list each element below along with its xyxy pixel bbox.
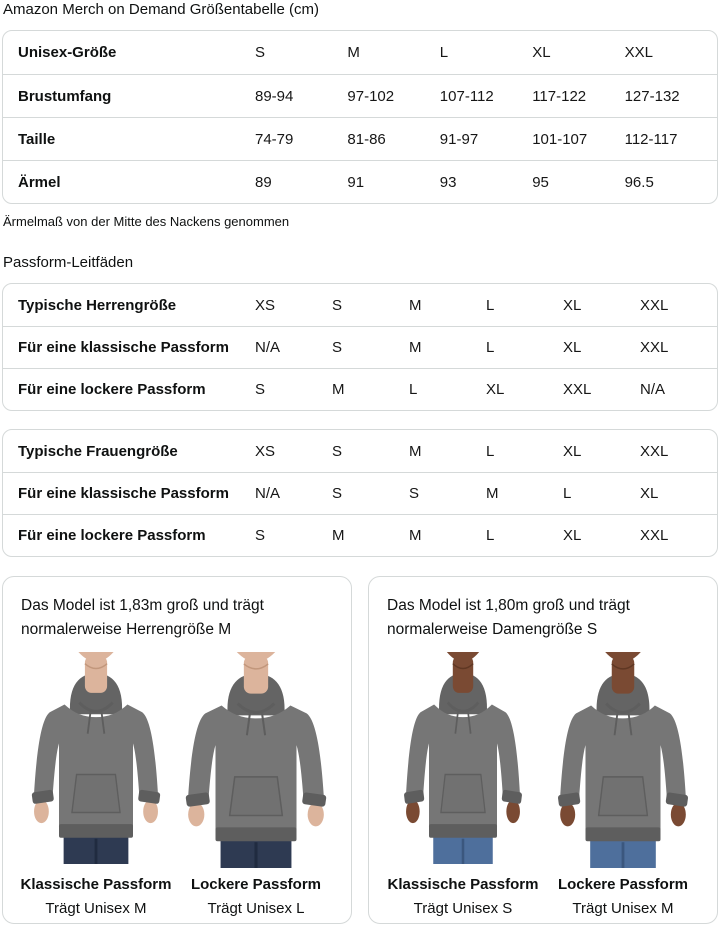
male-classic-fit-photo <box>22 652 170 868</box>
cell-value: N/A <box>255 485 281 502</box>
row-label: Taille <box>18 130 56 148</box>
cell-value: XL <box>486 381 505 398</box>
cell-value: XL <box>640 485 659 502</box>
cell-value: 95 <box>532 173 549 191</box>
row-label: Für eine lockere Passform <box>18 381 206 398</box>
cell-value: M <box>409 339 422 356</box>
model-figure-classic <box>383 652 543 917</box>
cell-value: M <box>332 527 345 544</box>
table-row <box>3 326 717 368</box>
women-fit-table <box>2 429 718 557</box>
cell-value: XL <box>563 527 582 544</box>
row-label: Brustumfang <box>18 87 112 105</box>
cell-value: 101-107 <box>532 130 588 148</box>
table-row <box>3 368 717 410</box>
cell-value: 89-94 <box>255 87 294 105</box>
cell-value: S <box>255 44 266 61</box>
cell-value: XXL <box>640 296 669 314</box>
cell-value: N/A <box>255 339 281 356</box>
fit-guides-section <box>2 283 718 557</box>
cell-value: XXL <box>640 527 669 544</box>
cell-value: M <box>409 296 422 314</box>
fit-caption: Klassische Passform <box>387 876 539 893</box>
table-row <box>3 117 717 160</box>
model-description: Das Model ist 1,83m groß und trägt normalerweise Herrengröße M <box>21 597 264 638</box>
cell-value: 89 <box>255 173 272 191</box>
cell-value: XS <box>255 442 276 460</box>
fit-caption: Lockere Passform <box>190 876 322 893</box>
cell-value: XL <box>563 442 582 460</box>
table-row <box>3 472 717 514</box>
cell-value: XS <box>255 296 276 314</box>
row-label: Für eine klassische Passform <box>18 485 229 502</box>
cell-value: XXL <box>563 381 592 398</box>
cell-value: L <box>486 527 495 544</box>
table-row <box>3 430 717 472</box>
cell-value: 107-112 <box>439 87 494 105</box>
wears-caption: Trägt Unisex M <box>45 900 147 917</box>
cell-value: L <box>439 44 449 61</box>
cell-value: M <box>347 44 360 61</box>
fit-guides-title: Passform-Leitfäden <box>3 254 134 271</box>
cell-value: S <box>255 527 266 544</box>
cell-value: L <box>486 442 495 460</box>
male-model-card <box>2 576 352 924</box>
cell-value: 91 <box>347 173 365 191</box>
cell-value: L <box>486 296 495 314</box>
cell-value: 112-117 <box>624 130 678 148</box>
cell-value: 117-122 <box>532 87 587 105</box>
model-description: Das Model ist 1,80m groß und trägt normalerweise Damengröße S <box>387 597 630 638</box>
row-label: Ärmel <box>18 173 61 191</box>
cell-value: M <box>409 527 422 544</box>
row-label: Typische Frauengröße <box>18 442 178 460</box>
cell-value: 97-102 <box>347 87 395 105</box>
cell-value: S <box>409 485 420 502</box>
table-row <box>3 160 717 203</box>
cell-value: XL <box>563 339 582 356</box>
cell-value: 93 <box>439 173 457 191</box>
cell-value: L <box>563 485 572 502</box>
cell-value: M <box>486 485 499 502</box>
cell-value: N/A <box>640 381 666 398</box>
table-row <box>3 514 717 556</box>
figures-row <box>383 652 703 917</box>
cell-value: XXL <box>624 44 653 61</box>
cell-value: XL <box>532 44 551 61</box>
wears-caption: Trägt Unisex M <box>572 900 674 917</box>
male-loose-fit-photo <box>175 652 337 868</box>
row-label: Für eine lockere Passform <box>18 527 206 544</box>
cell-value: M <box>409 442 422 460</box>
table-row <box>3 31 717 74</box>
female-loose-fit-photo <box>548 652 698 868</box>
cell-value: 96.5 <box>624 173 654 191</box>
sleeve-measurement-footnote: Ärmelmaß von der Mitte des Nackens genommen <box>3 214 290 229</box>
table-row <box>3 74 717 117</box>
cell-value: S <box>332 339 343 356</box>
cell-value: S <box>332 296 343 314</box>
cell-value: 81-86 <box>347 130 386 148</box>
model-figure-loose <box>543 652 703 917</box>
fit-caption: Klassische Passform <box>20 876 172 893</box>
model-cards <box>2 576 718 924</box>
figures-row <box>17 652 337 917</box>
cell-value: 74-79 <box>255 130 294 148</box>
cell-value: XL <box>563 296 582 314</box>
cell-value: S <box>255 381 266 398</box>
men-fit-table <box>2 283 718 411</box>
model-figure-loose <box>175 652 337 917</box>
size-table <box>2 30 718 204</box>
female-model-card <box>368 576 718 924</box>
model-figure-classic <box>17 652 175 917</box>
cell-value: S <box>332 442 343 460</box>
row-label: Für eine klassische Passform <box>18 339 229 356</box>
table-row <box>3 284 717 326</box>
page-title: Amazon Merch on Demand Größentabelle (cm) <box>3 1 319 18</box>
fit-caption: Lockere Passform <box>557 876 689 893</box>
row-label: Unisex-Größe <box>18 44 117 61</box>
wears-caption: Trägt Unisex L <box>207 900 305 917</box>
cell-value: L <box>409 381 418 398</box>
cell-value: L <box>486 339 495 356</box>
cell-value: 127-132 <box>624 87 680 105</box>
wears-caption: Trägt Unisex S <box>413 900 513 917</box>
cell-value: XXL <box>640 339 669 356</box>
female-classic-fit-photo <box>395 652 531 868</box>
row-label: Typische Herrengröße <box>18 296 177 314</box>
cell-value: XXL <box>640 442 669 460</box>
cell-value: S <box>332 485 343 502</box>
cell-value: M <box>332 381 345 398</box>
cell-value: 91-97 <box>439 130 479 148</box>
